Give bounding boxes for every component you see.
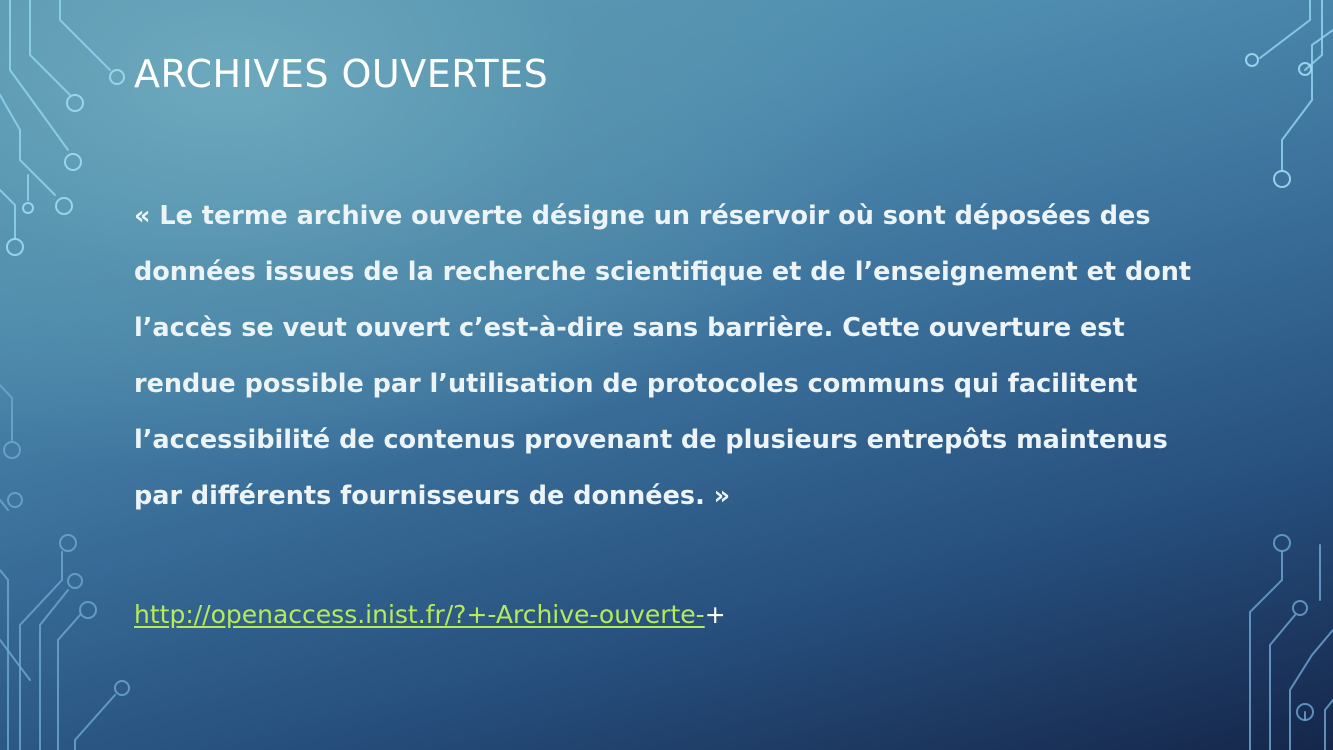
quote-text: « Le terme archive ouverte désigne un réservoir où sont déposées des données issues de la recherche scientifique et de l’enseignement et dont l’accès se veut ouvert c’est-à-dire sans barrière. Cette ouverture est rendue possible par l’utilisation de protocoles communs qui facilitent l’accessibilité de contenus provenant de plusieurs entrepôts maintenus par différents fournisseurs de données. » (134, 201, 1192, 511)
circuit-bottom-right (1250, 535, 1333, 750)
slide-title: ARCHIVES OUVERTES (134, 52, 549, 96)
link-suffix: + (704, 600, 726, 629)
circuit-top-left (0, 0, 124, 255)
circuit-bottom-left (0, 385, 129, 750)
source-link[interactable]: http://openaccess.inist.fr/?+-Archive-ouverte- (134, 600, 705, 629)
circuit-top-right (1246, 0, 1333, 187)
source-link-line (134, 600, 726, 629)
